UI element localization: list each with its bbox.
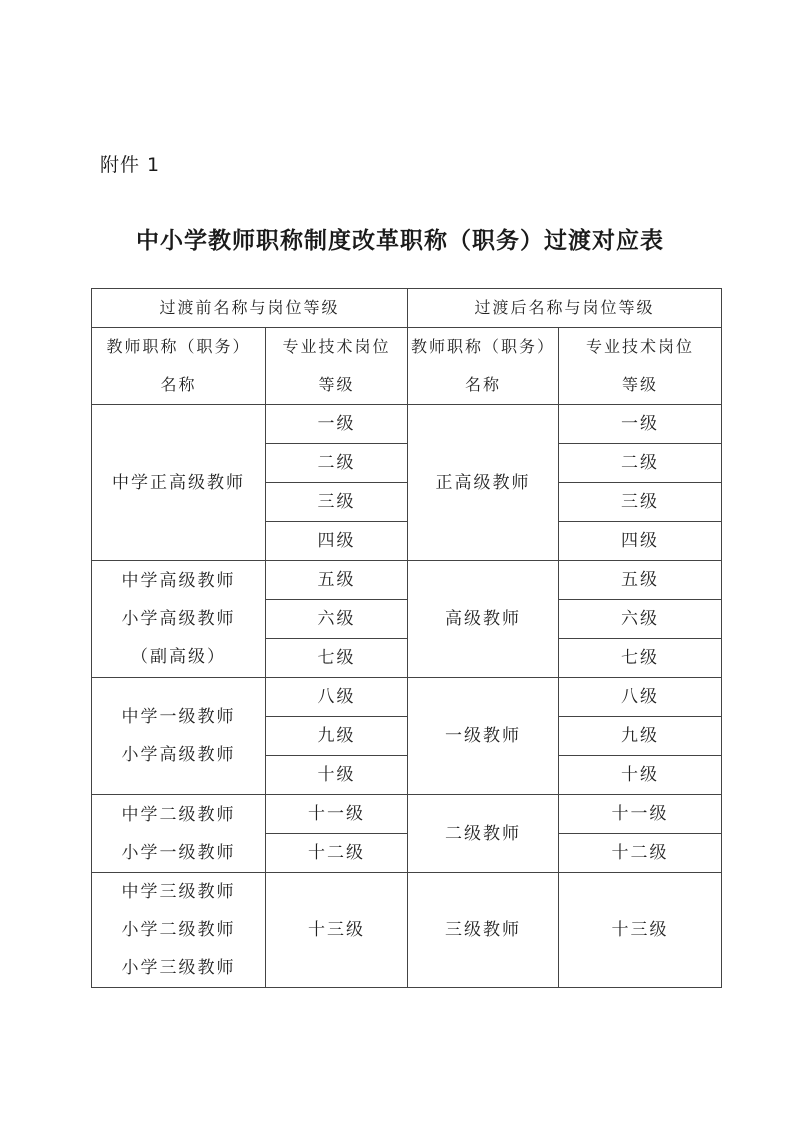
before-level-cell: 九级 (266, 717, 408, 756)
before-level-cell: 六级 (266, 600, 408, 639)
before-level-cell: 十级 (266, 756, 408, 795)
header-before-level: 专业技术岗位 等级 (266, 328, 408, 405)
before-title-cell: 中学一级教师 小学高级教师 (92, 678, 266, 795)
before-level-cell: 十三级 (266, 873, 408, 988)
before-level-cell: 二级 (266, 444, 408, 483)
table-row (92, 678, 722, 717)
after-level-cell: 六级 (559, 600, 722, 639)
table-row (92, 405, 722, 444)
after-level-cell: 十一级 (559, 795, 722, 834)
before-level-cell: 十一级 (266, 795, 408, 834)
after-level-cell: 三级 (559, 483, 722, 522)
before-level-cell: 一级 (266, 405, 408, 444)
header-after: 过渡后名称与岗位等级 (408, 289, 722, 328)
after-title-cell: 正高级教师 (408, 405, 559, 561)
after-level-cell: 五级 (559, 561, 722, 600)
before-level-cell: 三级 (266, 483, 408, 522)
attachment-label: 附件 1 (100, 154, 161, 176)
header-after-level: 专业技术岗位 等级 (559, 328, 722, 405)
after-level-cell: 四级 (559, 522, 722, 561)
before-title-cell: 中学正高级教师 (92, 405, 266, 561)
before-level-cell: 八级 (266, 678, 408, 717)
table-row (92, 561, 722, 600)
document-title: 中小学教师职称制度改革职称（职务）过渡对应表 (136, 227, 664, 254)
header-before-title: 教师职称（职务） 名称 (92, 328, 266, 405)
before-title-cell: 中学高级教师 小学高级教师 （副高级） (92, 561, 266, 678)
before-title-cell: 中学三级教师 小学二级教师 小学三级教师 (92, 873, 266, 988)
after-level-cell: 十三级 (559, 873, 722, 988)
before-level-cell: 五级 (266, 561, 408, 600)
before-level-cell: 十二级 (266, 834, 408, 873)
after-level-cell: 十二级 (559, 834, 722, 873)
after-level-cell: 二级 (559, 444, 722, 483)
after-title-cell: 一级教师 (408, 678, 559, 795)
before-level-cell: 七级 (266, 639, 408, 678)
sub-header-row (92, 328, 722, 405)
table-row (92, 795, 722, 834)
table-row (92, 873, 722, 988)
after-title-cell: 二级教师 (408, 795, 559, 873)
before-level-cell: 四级 (266, 522, 408, 561)
after-title-cell: 三级教师 (408, 873, 559, 988)
header-after-title: 教师职称（职务） 名称 (408, 328, 559, 405)
group-header-row (92, 289, 722, 328)
before-title-cell: 中学二级教师 小学一级教师 (92, 795, 266, 873)
after-title-cell: 高级教师 (408, 561, 559, 678)
header-before: 过渡前名称与岗位等级 (92, 289, 408, 328)
transition-table (91, 288, 722, 988)
after-level-cell: 十级 (559, 756, 722, 795)
after-level-cell: 八级 (559, 678, 722, 717)
after-level-cell: 七级 (559, 639, 722, 678)
after-level-cell: 一级 (559, 405, 722, 444)
after-level-cell: 九级 (559, 717, 722, 756)
